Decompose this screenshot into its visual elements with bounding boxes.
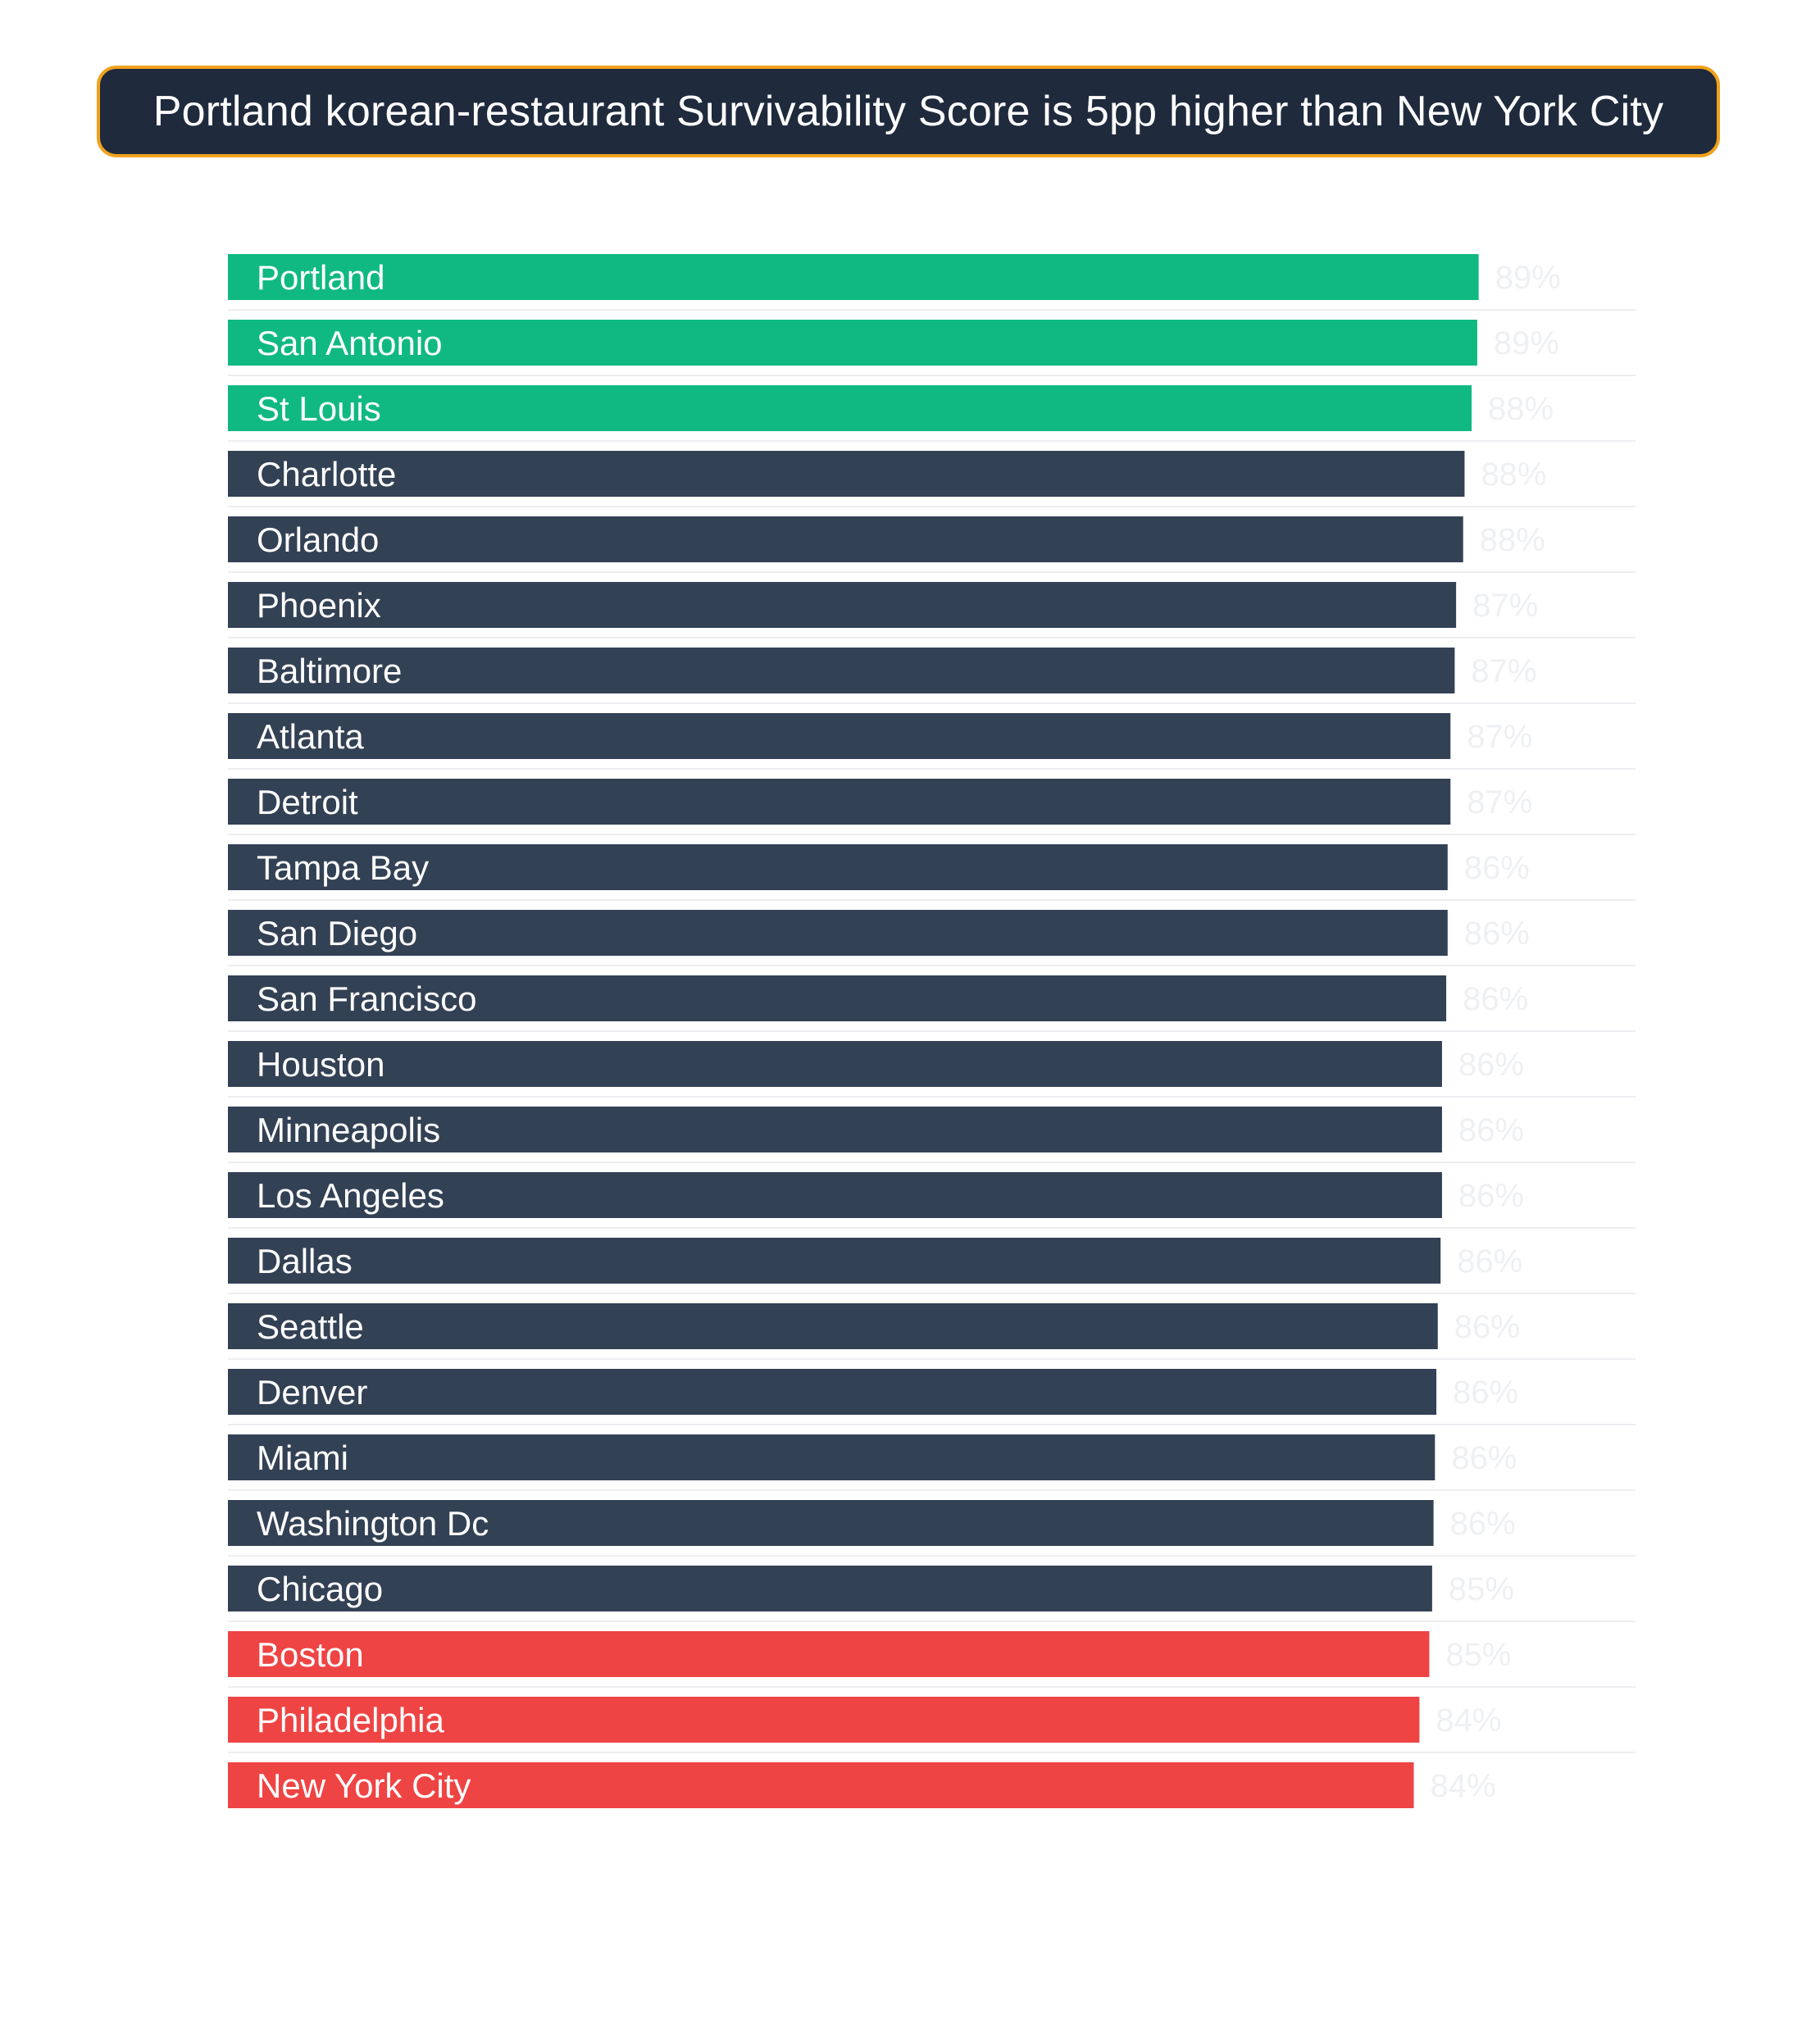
bar: [228, 451, 1464, 497]
bar-row: [228, 1172, 1636, 1228]
bar-row: [228, 1500, 1636, 1556]
category-label: Portland: [257, 258, 385, 297]
bar-row: [228, 516, 1636, 572]
category-label: Washington Dc: [257, 1504, 489, 1543]
chart-title: Portland korean-restaurant Survivability Score is 5pp higher than New York City: [152, 88, 1664, 135]
bars-layer: [228, 254, 1636, 1808]
bar: [228, 254, 1479, 300]
bar: [228, 1434, 1435, 1480]
bar-row: [228, 1107, 1636, 1162]
value-label: 86%: [1454, 1309, 1520, 1345]
value-label: 88%: [1481, 457, 1547, 493]
value-label: 87%: [1471, 653, 1537, 689]
bar-row: [228, 582, 1636, 638]
category-label: Orlando: [257, 520, 380, 559]
bar-row: [228, 1631, 1636, 1687]
bar-row: [228, 1041, 1636, 1097]
category-label: Detroit: [257, 783, 358, 821]
category-label: Minneapolis: [257, 1111, 441, 1149]
value-label: 89%: [1495, 260, 1561, 296]
category-label: Atlanta: [257, 717, 364, 756]
value-label: 86%: [1451, 1440, 1517, 1476]
value-label: 87%: [1472, 588, 1539, 624]
category-label: Denver: [257, 1373, 368, 1411]
category-label: San Diego: [257, 914, 418, 952]
bar-row: [228, 648, 1636, 703]
value-label: 86%: [1458, 1047, 1524, 1083]
bar: [228, 1566, 1432, 1611]
bar: [228, 385, 1472, 431]
bar: [228, 582, 1456, 628]
bar: [228, 516, 1463, 562]
bar: [228, 1631, 1429, 1677]
value-label: 86%: [1449, 1506, 1516, 1542]
bar-row: [228, 385, 1636, 441]
category-label: Phoenix: [257, 586, 381, 625]
bar-row: [228, 1697, 1636, 1752]
bar-row: [228, 713, 1636, 769]
value-label: 84%: [1430, 1768, 1496, 1804]
category-label: Baltimore: [257, 652, 403, 690]
value-label: 87%: [1467, 719, 1533, 755]
bar: [228, 1041, 1442, 1087]
bar: [228, 648, 1454, 693]
value-label: 86%: [1463, 916, 1530, 952]
value-label: 86%: [1458, 1112, 1524, 1148]
value-label: 86%: [1457, 1243, 1523, 1280]
bar-row: [228, 320, 1636, 375]
value-label: 84%: [1436, 1702, 1502, 1739]
category-label: Los Angeles: [257, 1176, 444, 1215]
bar: [228, 713, 1450, 759]
category-label: Seattle: [257, 1307, 364, 1346]
value-label: 89%: [1493, 325, 1559, 361]
bar-row: [228, 1238, 1636, 1293]
category-label: San Antonio: [257, 324, 443, 362]
category-label: San Francisco: [257, 980, 477, 1018]
category-label: Tampa Bay: [257, 848, 430, 887]
category-label: New York City: [257, 1766, 471, 1805]
bar-row: [228, 1303, 1636, 1359]
bar: [228, 1369, 1436, 1415]
value-label: 86%: [1463, 981, 1529, 1017]
bar-row: [228, 1369, 1636, 1425]
bar-row: [228, 254, 1636, 310]
value-label: 88%: [1479, 522, 1545, 558]
category-label: Philadelphia: [257, 1701, 444, 1739]
value-label: 88%: [1488, 391, 1554, 427]
value-label: 86%: [1463, 850, 1530, 886]
category-label: St Louis: [257, 389, 381, 428]
bar-row: [228, 1434, 1636, 1490]
value-label: 87%: [1467, 784, 1533, 820]
value-label: 86%: [1453, 1375, 1519, 1411]
category-label: Miami: [257, 1439, 348, 1477]
bar-row: [228, 1566, 1636, 1621]
bar-row: [228, 451, 1636, 507]
value-label: 85%: [1445, 1637, 1512, 1673]
bar-row: [228, 844, 1636, 900]
category-label: Chicago: [257, 1570, 384, 1608]
bar: [228, 1303, 1438, 1349]
value-label: 85%: [1448, 1571, 1514, 1607]
category-label: Charlotte: [257, 455, 397, 493]
value-label: 86%: [1458, 1178, 1524, 1214]
bar: [228, 1238, 1440, 1284]
category-label: Boston: [257, 1635, 364, 1674]
category-label: Houston: [257, 1045, 385, 1084]
bar-row: [228, 779, 1636, 834]
bar-row: [228, 975, 1636, 1031]
bar-row: [228, 1762, 1496, 1808]
bar-row: [228, 910, 1636, 966]
bar: [228, 779, 1450, 825]
category-label: Dallas: [257, 1242, 353, 1280]
